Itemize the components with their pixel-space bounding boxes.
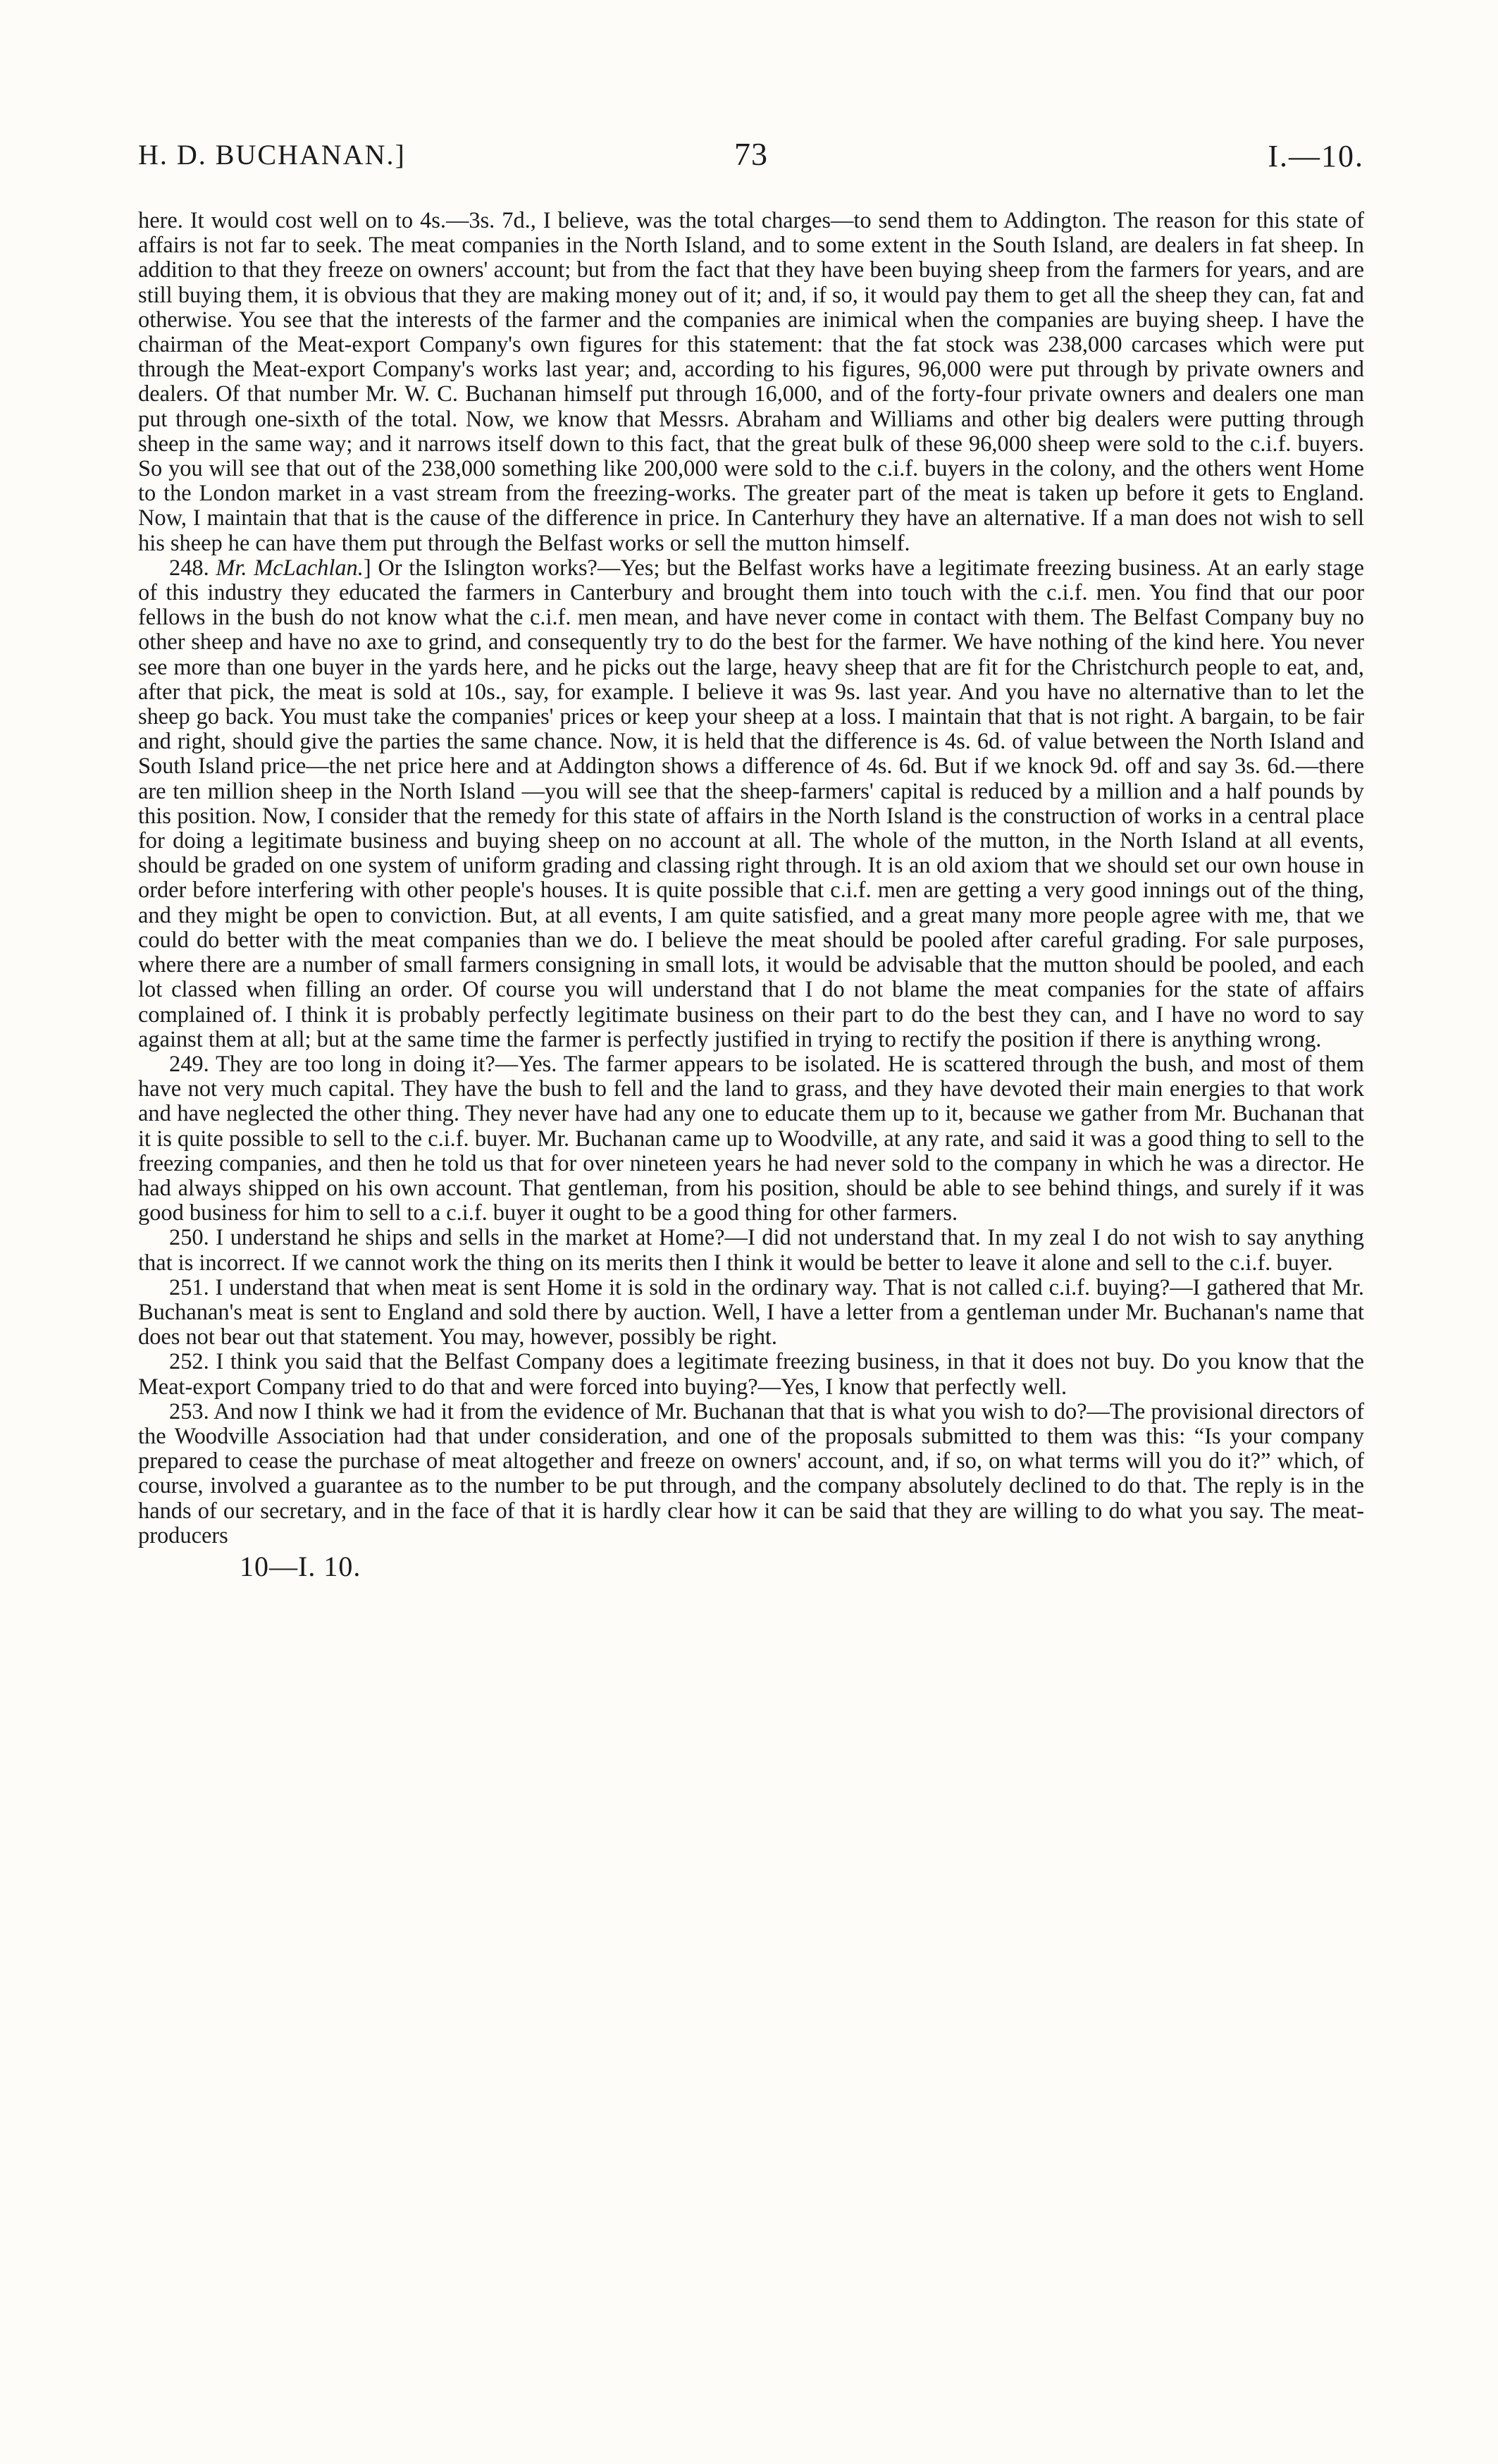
paragraph-text: 252. I think you said that the Belfast Company does a legitimate freezing business, in that it does not buy. Do you know that the Meat-export Company tried to do that and were forced into buying?—Yes, I know that perfectly well.: [138, 1349, 1364, 1400]
sheet-signature: 10—I. 10.: [240, 1550, 361, 1582]
question-253: [138, 1400, 1364, 1548]
page-header: [138, 138, 1364, 180]
paragraph-text: here. It would cost well on to 4s.—3s. 7d., I believe, was the total charges—to send them to Addington. The reason for this state of affairs is not far to seek. The meat companies in the North Island, and to some extent in the South Island, are dealers in fat sheep. In addition to that they freeze on owners' account; but from the fact that they have been buying sheep from the farmers for years, and are still buying them, it is obvious that they are making money out of it; and, if so, it would pay them to get all the sheep they can, fat and otherwise. You see that the interests of the farmer and the companies are inimical when the companies are buying sheep. I have the chairman of the Meat-export Company's own figures for this statement: that the fat stock was 238,000 carcases which were put through the Meat-export Company's works last year; and, according to his figures, 96,000 were put through by private owners and dealers. Of that number Mr. W. C. Buchanan himself put through 16,000, and of the forty-four private owners and dealers one man put through one-sixth of the total. Now, we know that Messrs. Abraham and Williams and other big dealers were putting through sheep in the same way; and it narrows itself down to this fact, that the great bulk of these 96,000 sheep were sold to the c.i.f. buyers. So you will see that out of the 238,000 something like 200,000 were sold to the c.i.f. buyers in the colony, and the others went Home to the London market in a vast stream from the freezing-works. The greater part of the meat is taken up before it gets to England. Now, I maintain that that is the cause of the difference in price. In Canterhury they have an alternative. If a man does not wish to sell his sheep he can have them put through the Belfast works or sell the mutton himself.: [138, 208, 1364, 556]
document-page: [138, 138, 1364, 1583]
paragraph-text: 249. They are too long in doing it?—Yes. The farmer appears to be isolated. He is scattered through the bush, and most of them have not very much capital. They have the bush to fell and the land to grass, and they have devoted their main energies to that work and have neglected the other thing. They never have had any one to educate them up to it, because we gather from Mr. Buchanan that it is quite possible to sell to the c.i.f. buyer. Mr. Buchanan came up to Woodville, at any rate, and said it was a good thing to sell to the freezing companies, and then he told us that for over nineteen years he had never sold to the company in which he was a director. He had always shipped on his own account. That gentleman, from his position, should be able to see behind things, and surely if it was good business for him to sell to a c.i.f. buyer it ought to be a good thing for other farmers.: [138, 1051, 1364, 1226]
paragraph-text: 251. I understand that when meat is sent Home it is sold in the ordinary way. That is not called c.i.f. buying?—I gathered that Mr. Buchanan's meat is sent to England and sold there by auction. Well, I have a letter from a gentleman under Mr. Buchanan's name that does not bear out that statement. You may, however, possibly be right.: [138, 1274, 1364, 1350]
question-number: 248.: [169, 555, 216, 581]
question-248: [138, 556, 1364, 1052]
paragraph-continuation: [138, 209, 1364, 556]
question-252: [138, 1350, 1364, 1399]
question-250: [138, 1226, 1364, 1275]
paragraph-text: 250. I understand he ships and sells in the market at Home?—I did not understand that. In my zeal I do not wish to say anything that is incorrect. If we cannot work the thing on its merits then I think it would be better to leave it alone and sell to the c.i.f. buyer.: [138, 1225, 1364, 1276]
paper-reference: I.—10.: [1268, 139, 1364, 173]
page-number: 73: [734, 136, 768, 172]
question-249: [138, 1052, 1364, 1226]
witness-name: H. D. BUCHANAN.]: [138, 139, 406, 171]
question-251: [138, 1276, 1364, 1350]
speaker-name: Mr. McLachlan.: [216, 555, 364, 581]
body-text: [138, 209, 1364, 1548]
paragraph-text: 253. And now I think we had it from the evidence of Mr. Buchanan that that is what you wish to do?—The provisional directors of the Woodville Association had that under consideration, and one of the proposals submitted to them was this: “Is your company prepared to cease the purchase of meat altogether and freeze on owners' account, and, if so, on what terms will you do it?” which, of course, involved a guarantee as to the number to be put through, and the company absolutely declined to do that. The reply is in the hands of our secretary, and in the face of that it is hardly clear how it can be said that they are willing to do what you say. The meat-producers: [138, 1398, 1364, 1548]
paragraph-text: ] Or the Islington works?—Yes; but the Belfast works have a legitimate freezing business. At an early stage of this industry they educated the farmers in Canterbury and brought them into touch with the c.i.f. men. You find that our poor fellows in the bush do not know what the c.i.f. men mean, and have never come in contact with them. The Belfast Company buy no other sheep and have no axe to grind, and consequently try to do the best for the farmer. We have nothing of the kind here. You never see more than one buyer in the yards here, and he picks out the large, heavy sheep that are fit for the Christchurch people to eat, and, after that pick, the meat is sold at 10s., say, for example. I believe it was 9s. last year. And you have no alternative than to let the sheep go back. You must take the companies' prices or keep your sheep at a loss. I maintain that that is not right. A bargain, to be fair and right, should give the parties the same chance. Now, it is held that the difference is 4s. 6d. of value between the North Island and South Island price—the net price here and at Addington shows a difference of 4s. 6d. But if we knock 9d. off and say 3s. 6d.—there are ten million sheep in the North Island —you will see that the sheep-farmers' capital is reduced by a million and a half pounds by this position. Now, I consider that the remedy for this state of affairs in the North Island is the construction of works in a central place for doing a legitimate business and buying sheep on no account at all. The whole of the mutton, in the North Island at all events, should be graded on one system of uniform grading and classing right through. It is an old axiom that we should set our own house in order before interfering with other people's houses. It is quite possible that c.i.f. men are getting a very good innings out of the thing, and they might be open to conviction. But, at all events, I am quite satisfied, and a great many more people agree with me, that we could do better with the meat companies than we do. I believe the meat should be pooled after careful grading. For sale purposes, where there are a number of small farmers consigning in small lots, it would be advisable that the mutton should be pooled, and each lot classed when filling an order. Of course you will understand that I do not blame the meat companies for the state of affairs complained of. I think it is probably perfectly legitimate business on their part to do the best they can, and I have no word to say against them at all; but at the same time the farmer is perfectly justified in trying to rectify the position if there is anything wrong.: [138, 555, 1365, 1052]
